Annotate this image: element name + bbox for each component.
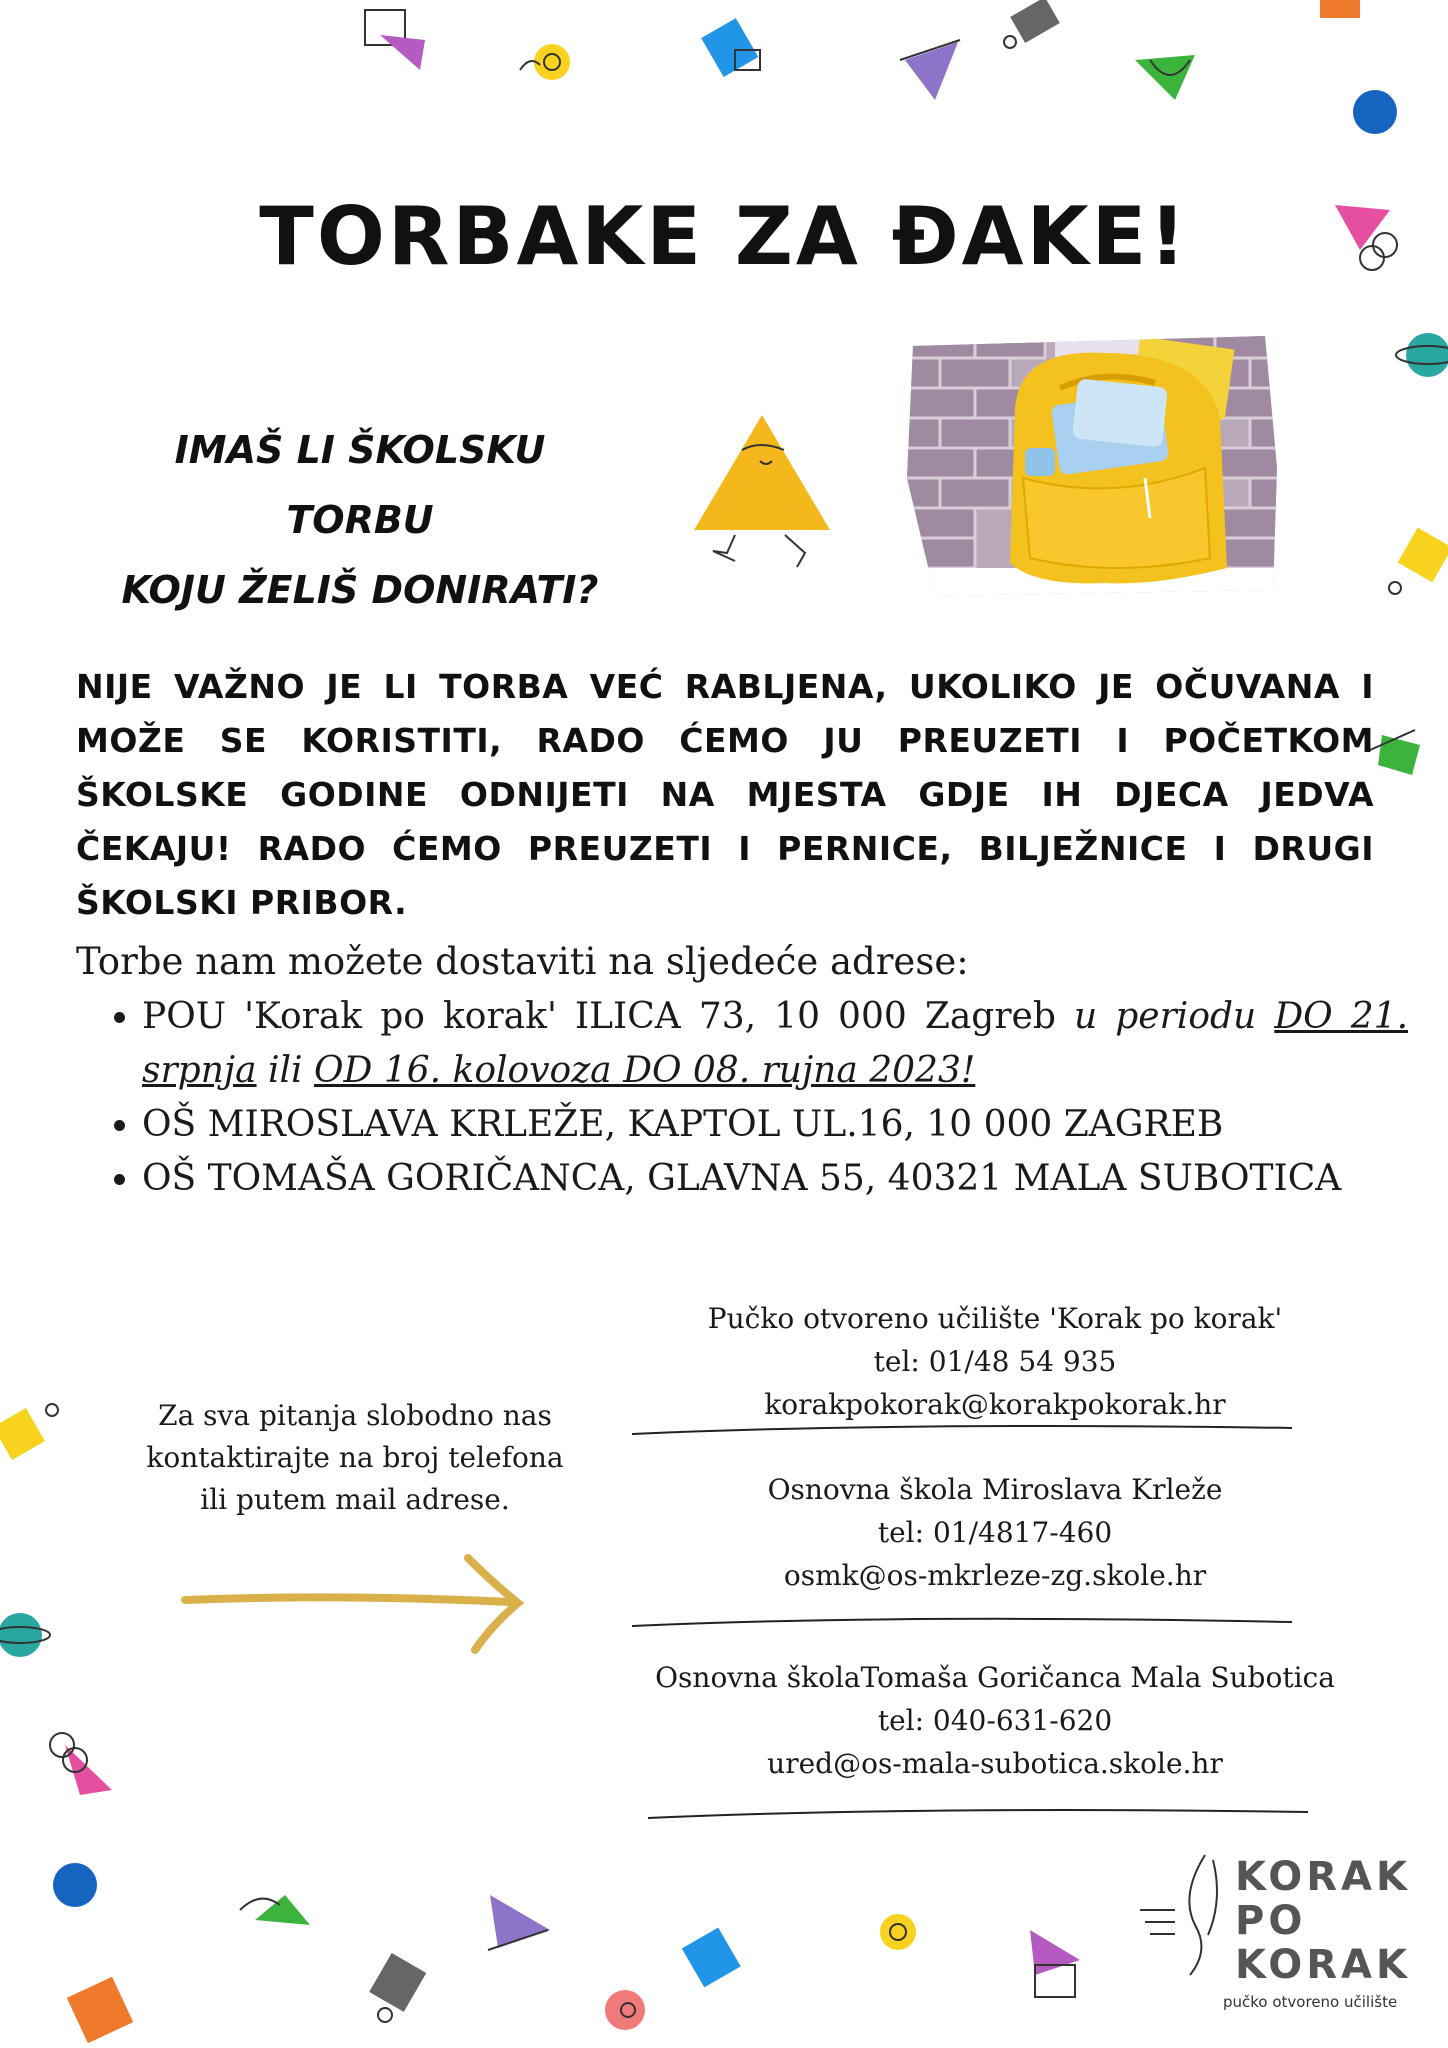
logo-line: PO [1235, 1898, 1307, 1944]
address-period-b: OD 16. kolovoza DO 08. rujna 2023! [314, 1050, 976, 1091]
contact-email[interactable]: korakpokorak@korakpokorak.hr [764, 1388, 1226, 1421]
contact-phone[interactable]: tel: 01/4817-460 [877, 1516, 1113, 1549]
page-title: TORBAKE ZA ĐAKE! [259, 190, 1189, 283]
contact-phone[interactable]: tel: 01/48 54 935 [873, 1345, 1117, 1378]
logo-line: KORAK [1235, 1942, 1411, 1988]
contact-note-line: kontaktirajte na broj telefona [146, 1441, 564, 1474]
contact-note-line: Za sva pitanja slobodno nas [158, 1399, 552, 1432]
question-line-2: KOJU ŽELIŠ DONIRATI? [121, 568, 599, 612]
contact-email[interactable]: ured@os-mala-subotica.skole.hr [767, 1747, 1223, 1780]
address-period-or: ili [268, 1050, 303, 1091]
logo-mark-icon [1135, 1850, 1230, 1980]
contact-name: Osnovna škola Miroslava Krleže [767, 1473, 1223, 1506]
address-period-a: DO 21. srpnja [142, 996, 1409, 1091]
contact-email[interactable]: osmk@os-mkrleze-zg.skole.hr [783, 1559, 1207, 1592]
logo-line: KORAK [1235, 1854, 1411, 1900]
korak-po-korak-logo [1135, 1845, 1435, 2015]
contact-note-line: ili putem mail adrese. [200, 1483, 510, 1516]
address-period-prefix: u periodu [1074, 996, 1257, 1037]
question-line-1: IMAŠ LI ŠKOLSKU TORBU [174, 428, 546, 542]
address-item: • OŠ TOMAŠA GORIČANCA, GLAVNA 55, 40321 MALA SUBOTICA [142, 1152, 1408, 1206]
contact-phone[interactable]: tel: 040-631-620 [877, 1704, 1113, 1737]
addresses-intro: Torbe nam možete dostaviti na sljedeće adrese: [76, 940, 969, 983]
address-place: POU 'Korak po korak' ILICA 73, 10 000 Zagreb [142, 996, 1056, 1037]
intro-paragraph: NIJE VAŽNO JE LI TORBA VEĆ RABLJENA, UKOLIKO JE OČUVANA I MOŽE SE KORISTITI, RADO ĆEMO JU PREUZETI I POČETKOM ŠKOLSKE GODINE ODNIJETI NA MJESTA GDJE IH DJECA JEDVA ČEKAJU! RADO ĆEMO PREUZETI I PERNICE, BILJEŽNICE I DRUGI ŠKOLSKI PRIBOR. [76, 667, 1374, 922]
contact-name: Osnovna školaTomaša Goričanca Mala Subotica [655, 1661, 1335, 1694]
logo-subtitle: pučko otvoreno učilište [1223, 1993, 1398, 2011]
contact-name: Pučko otvoreno učilište 'Korak po korak' [707, 1302, 1283, 1335]
address-item: • OŠ MIROSLAVA KRLEŽE, KAPTOL UL.16, 10 000 ZAGREB [142, 1098, 1408, 1152]
